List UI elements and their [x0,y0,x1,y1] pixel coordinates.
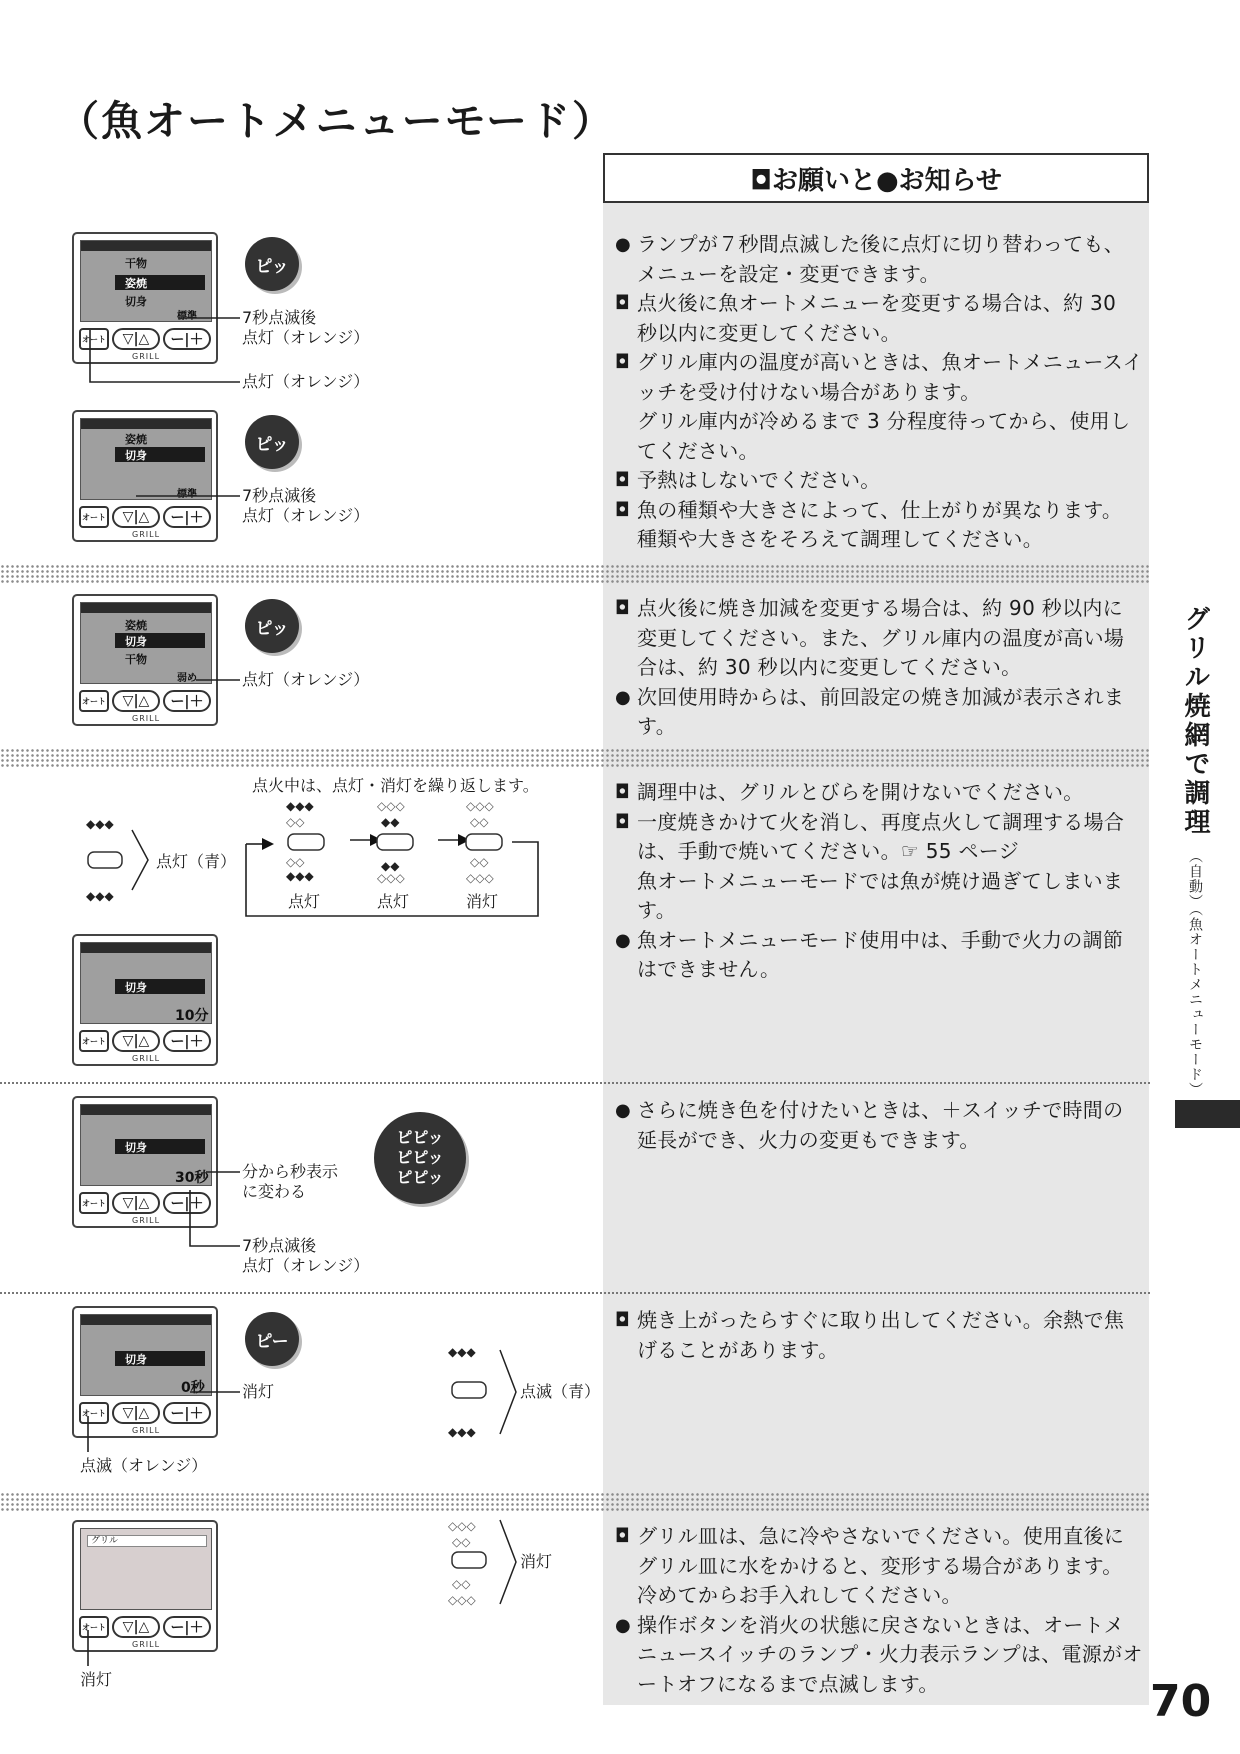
heat-down-up-button[interactable]: ▽|△ [112,506,160,528]
auto-menu-button[interactable]: オート [79,690,109,712]
svg-text:◇◇: ◇◇ [470,855,489,869]
svg-text:◇◇◇: ◇◇◇ [448,1519,476,1533]
svg-text:◇◇◇: ◇◇◇ [466,799,494,813]
note-item: ● 魚オートメニューモード使用中は、手動で火力の調節はできません。 [615,927,1124,981]
step-label: 点灯（オレンジ） [242,372,370,391]
page-number: 70 [1150,1676,1212,1727]
flame-label: 点灯（青） [156,852,237,871]
auto-menu-button[interactable]: オート [79,1192,109,1214]
svg-text:◆◆: ◆◆ [381,859,400,873]
beep-bubble: ピッ [245,415,299,469]
step-label: 7秒点滅後 点灯（オレンジ） [242,1236,370,1275]
heat-down-up-button[interactable]: ▽|△ [112,1030,160,1052]
note-item: ◘ 点火後に焼き加減を変更する場合は、約 90 秒以内に変更してください。また、グリル庫内の温度が高い場合は、約 30 秒以内に変更してください。 [615,596,1125,679]
svg-text:◆◆: ◆◆ [381,815,400,829]
svg-text:◆◆◆: ◆◆◆ [86,889,114,903]
note-item: ◘ 一度焼きかけて火を消し、再度点火して調理する場合は、手動で焼いてください。☞ 55 ページ [615,809,1125,863]
time-minus-plus-button[interactable]: ー|＋ [163,1192,211,1214]
control-panel: グリル オート ▽|△ ー|＋ GRILL [72,1520,218,1652]
note-item: ● 次回使用時からは、前回設定の焼き加減が表示されます。 [615,684,1125,738]
note-item: ● さらに焼き色を付けたいときは、＋スイッチで時間の延長ができ、火力の変更もできます。 [615,1098,1124,1152]
time-minus-plus-button[interactable]: ー|＋ [163,1402,211,1424]
flame-label: 点滅（青） [520,1382,601,1401]
step-label: 点灯（オレンジ） [242,670,370,689]
flame-cycle-caption: 点火中は、点灯・消灯を繰り返します。 [252,776,539,795]
step-label: 7秒点滅後 点灯（オレンジ） [242,308,370,347]
panel-screen: 姿焼 切身 標準 [80,418,212,500]
time-minus-plus-button[interactable]: ー|＋ [163,506,211,528]
auto-menu-button[interactable]: オート [79,1616,109,1638]
flame-label: 消灯 [520,1552,553,1571]
auto-menu-button[interactable]: オート [79,1030,109,1052]
svg-text:◇◇◇: ◇◇◇ [466,871,494,885]
auto-menu-button[interactable]: オート [79,1402,109,1424]
heat-down-up-button[interactable]: ▽|△ [112,1192,160,1214]
svg-text:◇◇◇: ◇◇◇ [377,799,405,813]
svg-text:◇◇◇: ◇◇◇ [448,1593,476,1607]
step-label: 点滅（オレンジ） [80,1456,208,1475]
note-item: 種類や大きさをそろえて調理してください。 [637,527,1043,551]
svg-text:◇◇: ◇◇ [286,815,305,829]
control-panel: 姿焼 切身 干物 弱め オート ▽|△ ー|＋ GRILL [72,594,218,726]
flame-state-label: 点灯 [377,892,410,911]
beep-bubble: ピッ [245,237,299,291]
auto-menu-button[interactable]: オート [79,328,109,350]
heat-down-up-button[interactable]: ▽|△ [112,328,160,350]
control-panel: 姿焼 切身 標準 オート ▽|△ ー|＋ GRILL [72,410,218,542]
panel-screen: グリル [80,1528,212,1610]
beep-bubble: ピー [245,1312,299,1366]
svg-text:◇◇: ◇◇ [452,1535,471,1549]
control-panel: 切身 10分 オート ▽|△ ー|＋ GRILL [72,934,218,1066]
note-item: ◘ 焼き上がったらすぐに取り出してください。余熱で焦げることがあります。 [615,1308,1125,1362]
note-item: ◘ 予熱はしないでください。 [615,468,881,492]
note-item: ● 操作ボタンを消火の状態に戻さないときは、オートメニュースイッチのランプ・火力表示ランプは、電源がオートオフになるまで点滅します。 [615,1612,1143,1696]
beep-bubble: ピッ [245,599,299,653]
step-label: 消灯 [80,1670,113,1689]
note-item: ◘ グリル庫内の温度が高いときは、魚オートメニュースイッチを受け付けない場合があります。 [615,350,1143,404]
step-label: 7秒点滅後 点灯（オレンジ） [242,486,370,525]
step-label: 分から秒表示 に変わる [242,1162,339,1201]
svg-text:◆◆◆: ◆◆◆ [448,1425,476,1439]
side-label-main: グリル焼網で調理 [1180,605,1210,837]
heat-down-up-button[interactable]: ▽|△ [112,690,160,712]
svg-text:◇◇: ◇◇ [452,1577,471,1591]
control-panel: 切身 0秒 オート ▽|△ ー|＋ GRILL [72,1306,218,1438]
notice-header: ◘お願いと●お知らせ [603,153,1149,203]
note-item: グリル庫内が冷めるまで 3 分程度待ってから、使用してください。 [637,409,1131,463]
svg-text:◆◆◆: ◆◆◆ [286,799,314,813]
svg-text:◇◇: ◇◇ [470,815,489,829]
step-label: 消灯 [242,1382,275,1401]
heat-down-up-button[interactable]: ▽|△ [112,1402,160,1424]
side-label-sub: （自動）（魚オートメニューモード） [1187,849,1203,1098]
note-item: 魚オートメニューモードでは魚が焼け過ぎてしまいます。 [637,868,1124,922]
svg-text:◇◇: ◇◇ [286,855,305,869]
note-item: ● ランプが７秒間点滅した後に点灯に切り替わっても、メニューを設定・変更できます。 [615,232,1124,286]
svg-text:◆◆◆: ◆◆◆ [286,869,314,883]
panel-screen: 切身 0秒 [80,1314,212,1396]
auto-menu-button[interactable]: オート [79,506,109,528]
page-title: （魚オートメニューモード） [58,97,615,145]
control-panel: 干物 姿焼 切身 標準 オート ▽|△ ー|＋ GRILL [72,232,218,364]
time-minus-plus-button[interactable]: ー|＋ [163,1030,211,1052]
flame-state-label: 消灯 [466,892,499,911]
panel-screen: 切身 30秒 [80,1104,212,1186]
time-minus-plus-button[interactable]: ー|＋ [163,328,211,350]
note-item: ◘ グリル皿は、急に冷やさないでください。使用直後にグリル皿に水をかけると、変形する場合があります。 [615,1524,1125,1578]
note-item: ◘ 魚の種類や大きさによって、仕上がりが異なります。 [615,497,1123,522]
panel-screen: 姿焼 切身 干物 弱め [80,602,212,684]
svg-text:◆◆◆: ◆◆◆ [86,817,114,831]
svg-text:◇◇◇: ◇◇◇ [377,871,405,885]
panel-screen: 干物 姿焼 切身 標準 [80,240,212,322]
time-minus-plus-button[interactable]: ー|＋ [163,1616,211,1638]
panel-screen: 切身 10分 [80,942,212,1024]
flame-state-label: 点灯 [288,892,321,911]
svg-text:◆◆◆: ◆◆◆ [448,1345,476,1359]
heat-down-up-button[interactable]: ▽|△ [112,1616,160,1638]
time-minus-plus-button[interactable]: ー|＋ [163,690,211,712]
note-item: ◘ 点火後に魚オートメニューを変更する場合は、約 30 秒以内に変更してください。 [615,291,1117,345]
control-panel: 切身 30秒 オート ▽|△ ー|＋ GRILL [72,1096,218,1228]
beep-bubble: ピピッ ピピッ ピピッ [374,1112,466,1204]
note-item: ◘ 調理中は、グリルとびらを開けないでください。 [615,780,1084,804]
note-item: 冷めてからお手入れしてください。 [637,1583,962,1607]
